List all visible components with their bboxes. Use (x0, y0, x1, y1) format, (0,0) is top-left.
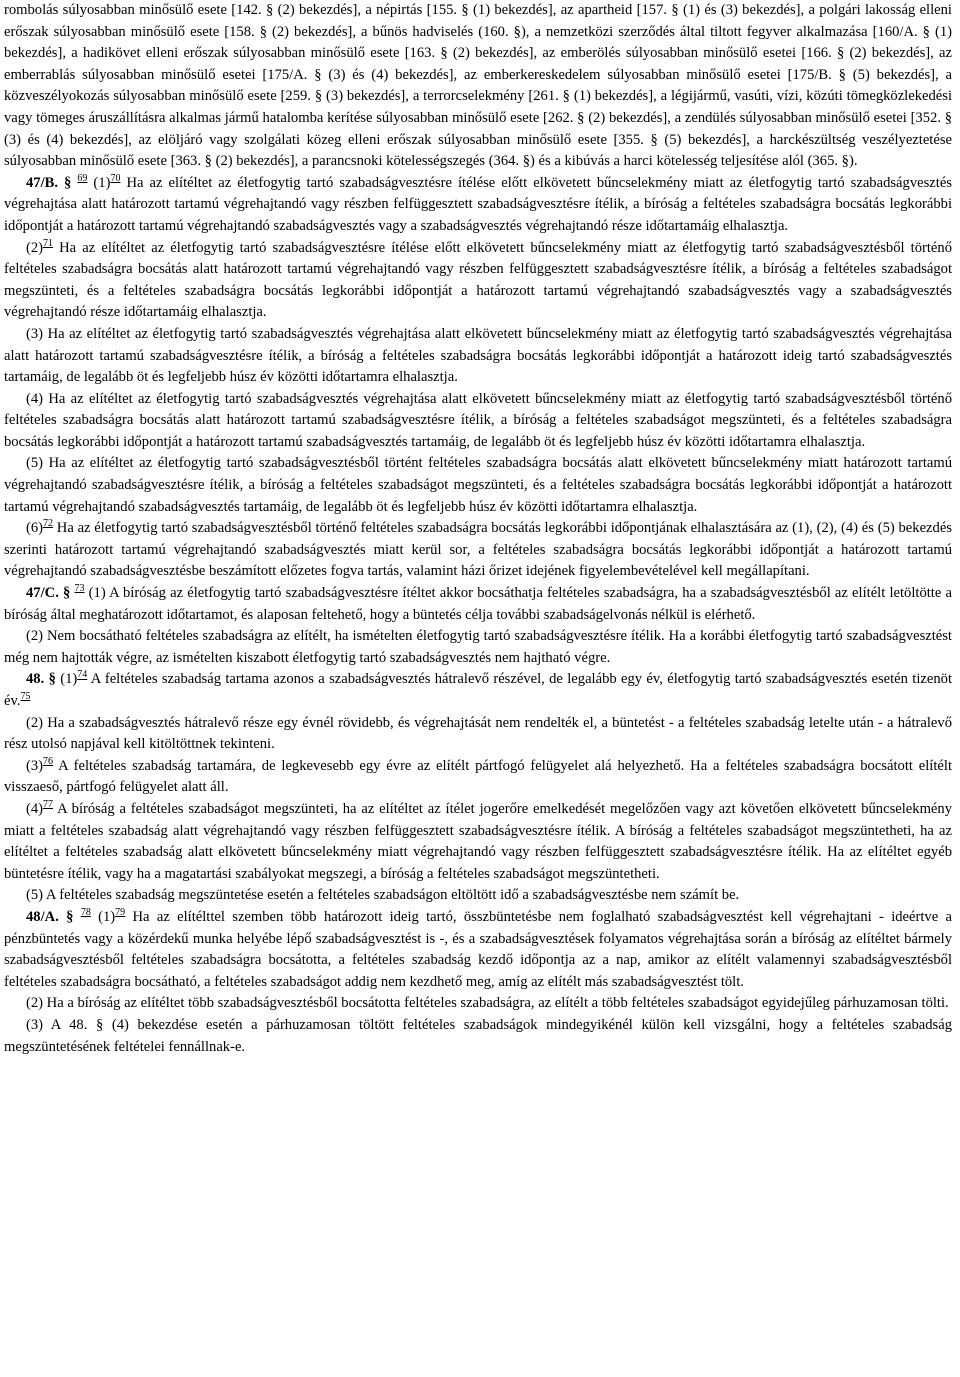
paragraph-text: Ha az elítéltet az életfogytig tartó szabadságvesztésre ítélése előtt elkövetett bűncselekmény miatt az életfogytig tartó szabadságvesztésből történő feltételes szabadságra bocsátás alatt határozott tartamú végrehajtandó vagy részben felfüggesztett szabadságvesztésre ítélik, a bíróság a feltételes szabadságot megszünteti, és a feltételes szabadságra bocsátás legkorábbi időpontját a határozott tartamú végrehajtandó szabadságvesztés vagy a szabadságvesztés végrehajtandó része időtartamáig elhalasztja. (4, 239, 952, 321)
footnote-ref[interactable]: 74 (77, 669, 88, 681)
paragraph-text: (3) A 48. § (4) bekezdése esetén a párhuzamosan töltött feltételes szabadságok mindegyikénél külön kell vizsgálni, hogy a feltételes szabadság megszüntetésének feltételei fennállnak-e. (4, 1016, 952, 1055)
footnote-ref[interactable]: 69 (77, 172, 88, 184)
section-47b-paragraph-2 (4, 238, 952, 324)
paragraph-text: (5) Ha az elítéltet az életfogytig tartó szabadságvesztésből történt feltételes szabadságra bocsátás alatt elkövetett bűncselekmény miatt határozott tartamú végrehajtandó szabadságvesztésre ítélik, a bíróság a feltételes szabadságot megszünteti, és a feltételes szabadságra bocsátás legkorábbi időpontját a határozott tartamú végrehajtandó szabadságvesztés tartamáig, de legalább öt és legfeljebb húsz év közötti időtartamra elhalasztja. (4, 455, 952, 515)
section-48a-paragraph-2 (4, 993, 952, 1015)
section-48-paragraph-2 (4, 713, 952, 756)
paragraph-text (73, 909, 80, 925)
footnote-ref[interactable]: 79 (115, 907, 126, 919)
footnote-ref[interactable]: 73 (74, 583, 85, 595)
paragraph-text: (6) (26, 520, 44, 537)
paragraph-0 (4, 0, 952, 173)
paragraph-text: (2) Ha a szabadságvesztés hátralevő része egy évnél rövidebb, és végrehajtását nem rendelték el, a büntetést - a feltételes szabadság letelte után - a hátralevő rész utolsó napjával kell kitöltöttnek tekinteni. (4, 714, 952, 753)
footnote-ref[interactable]: 78 (80, 907, 91, 919)
footnote-ref[interactable]: 72 (43, 518, 54, 530)
section-47b-paragraph-1 (4, 173, 952, 238)
section-number: 48/A. § (26, 908, 74, 925)
paragraph-text: Ha az életfogytig tartó szabadságvesztésből történő feltételes szabadságra bocsátás legkorábbi időpontjának elhalasztására az (1), (2), (4) és (5) bekezdés szerinti határozott tartamú végrehajtandó szabadságvesztés miatt kerül sor, a feltételes szabadságra bocsátás legkorábbi időpontját a határozott tartamú végrehajtandó szabadságvesztésbe beszámított előzetes fogva tartás, valamint házi őrizet idejének figyelembevételével kell megállapítani. (4, 520, 952, 580)
paragraph-text: A bíróság a feltételes szabadságot megszünteti, ha az elítéltet az ítélet jogerőre emelkedését megelőzően vagy azt követően elkövetett bűncselekmény miatt a feltételes szabadság alatt végrehajtandó vagy részben felfüggesztett szabadságvesztésre ítélik. A bíróság a feltételes szabadságot megszüntetheti, ha az elítéltet a feltételes szabadság alatt elkövetett bűncselekmény miatt végrehajtandó vagy részben felfüggesztett szabadságvesztésre ítélik. Ha az elítéltet egyéb büntetésre ítélik, vagy ha a magatartási szabályokat megszegi, a bíróság a feltételes szabadságot megszüntetheti. (4, 800, 952, 882)
paragraph-text: (1) A bíróság az életfogytig tartó szabadságvesztésre ítéltet akkor bocsáthatja feltételes szabadságra, ha a szabadságvesztésből az elítélt letöltötte a bíróság által meghatározott időtartamot, és alaposan feltehető, hogy a büntetés célja további szabadságelvonás nélkül is elérhető. (4, 585, 952, 623)
section-number: 47/C. § (26, 585, 71, 602)
footnote-ref[interactable]: 75 (20, 691, 31, 703)
footnote-ref[interactable]: 76 (43, 755, 54, 767)
section-number: 48. § (26, 671, 56, 688)
paragraph-text: (1) (87, 174, 111, 191)
paragraph-text: (3) Ha az elítéltet az életfogytig tartó szabadságvesztés végrehajtása alatt elkövetett bűncselekmény miatt az életfogytig tartó szabadságvesztés végrehajtása alatt határozott tartamú szabadságvesztésre ítélik, a bíróság a feltételes szabadságra bocsátás legkorábbi időpontját a határozott ideig tartó szabadságvesztés tartamáig, de legalább öt és legfeljebb húsz év közötti időtartamra elhalasztja. (4, 325, 952, 386)
footnote-ref[interactable]: 71 (43, 237, 54, 249)
footnote-ref[interactable]: 70 (110, 172, 121, 184)
paragraph-text: A feltételes szabadság tartama azonos a szabadságvesztés hátralevő részével, de legalább egy év, életfogytig tartó szabadságvesztés esetén tizenöt év. (4, 671, 952, 709)
paragraph-text: A feltételes szabadság tartamára, de legkevesebb egy évre az elítélt pártfogó felügyelet alá helyezhető. Ha a feltételes szabadságra bocsátott elítélt visszaeső, pártfogó felügyelet alatt áll. (4, 757, 952, 796)
paragraph-text: (2) Nem bocsátható feltételes szabadságra az elítélt, ha ismételten életfogytig tartó szabadságvesztésre ítélik. Ha a korábbi életfogytig tartó szabadságvesztést még nem hajtották végre, az ismételten kiszabott életfogytig tartó szabadságvesztés nem hajtható végre. (4, 628, 952, 666)
section-47b-paragraph-3 (4, 324, 952, 389)
paragraph-text: (2) (26, 239, 44, 256)
paragraph-text: (1) (55, 671, 78, 688)
section-47b-paragraph-5 (4, 453, 952, 518)
paragraph-text: (2) Ha a bíróság az elítéltet több szabadságvesztésből bocsátotta feltételes szabadságra, az elítélt a több feltételes szabadságot egyidejűleg párhuzamosan tölti. (26, 995, 949, 1012)
footnote-ref[interactable]: 77 (43, 799, 54, 811)
section-number: 47/B. § (26, 174, 72, 191)
paragraph-text: Ha az elítéltet az életfogytig tartó szabadságvesztésre ítélése előtt elkövetett bűncselekmény miatt az életfogytig tartó szabadságvesztés végrehajtása alatt határozott tartamú végrehajtandó vagy részben felfüggesztett szabadságvesztésre ítélik, a bíróság a feltételes szabadságra bocsátás legkorábbi időpontját a határozott tartamú végrehajtandó szabadságvesztés vagy a szabadságvesztés végrehajtandó része időtartamáig elhalasztja. (4, 174, 952, 234)
paragraph-text: (4) Ha az elítéltet az életfogytig tartó szabadságvesztés végrehajtása alatt elkövetett bűncselekmény miatt az életfogytig tartó szabadságvesztésből történő feltételes szabadságra bocsátás alatt határozott tartamú szabadságvesztésre ítélik, a bíróság a feltételes szabadságot megszünteti, és a feltételes szabadságra bocsátás legkorábbi időpontját a határozott tartamú szabadságvesztés tartamáig, de legalább öt és legfeljebb húsz év közötti időtartamra elhalasztja. (4, 390, 952, 450)
section-47b-paragraph-6 (4, 518, 952, 583)
paragraph-text: (3) (26, 757, 44, 774)
section-48-paragraph-1 (4, 669, 952, 712)
section-48a-paragraph-3 (4, 1015, 952, 1058)
paragraph-text: rombolás súlyosabban minősülő esete [142. § (2) bekezdés], a népirtás [155. § (1) bekezdés], az apartheid [157. § (1) és (3) bekezdés], a polgári lakosság elleni erőszak súlyosabban minősülő esete [158. § (2) bekezdés], a bűnös hadviselés (160. §), a nemzetközi szerződés által tiltott fegyver alkalmazása [160/A. § (1) bekezdés], a hadikövet elleni erőszak súlyosabban minősülő esete [163. § (2) bekezdés], az emberölés súlyosabban minősülő esetei [166. § (2) bekezdés], az emberrablás súlyosabban minősülő esetei [175/A. § (3) és (4) bekezdés], az emberkereskedelem súlyosabban minősülő esetei [175/B. § (5) bekezdés], a közveszélyokozás súlyosabban minősülő esete [259. § (3) bekezdés], a terrorcselekmény [261. § (1) bekezdés], a légijármű, vasúti, vízi, közúti tömegközlekedési vagy tömeges áruszállításra alkalmas jármű hatalomba kerítése súlyosabban minősülő esete [262. § (2) bekezdés], a zendülés súlyosabban minősülő esetei [352. § (3) és (4) bekezdés], az elöljáró vagy szolgálati közeg elleni erőszak súlyosabban minősülő esete [355. § (5) bekezdés], a harckészültség veszélyeztetése súlyosabban minősülő esete [363. § (2) bekezdés], a parancsnoki kötelességszegés (364. §) és a kibúvás a harci kötelesség teljesítése alól (365. §). (4, 2, 952, 170)
paragraph-text: (4) (26, 800, 44, 817)
paragraph-text: (1) (90, 908, 116, 925)
section-47b-paragraph-4 (4, 389, 952, 454)
section-48-paragraph-5 (4, 885, 952, 907)
section-48-paragraph-3 (4, 756, 952, 799)
paragraph-text: (5) A feltételes szabadság megszüntetése esetén a feltételes szabadságon eltöltött idő a szabadságvesztésbe nem számít be. (26, 887, 740, 904)
section-48-paragraph-4 (4, 799, 952, 885)
section-47c-paragraph-1 (4, 583, 952, 626)
section-48a-paragraph-1 (4, 907, 952, 993)
section-47c-paragraph-2 (4, 626, 952, 669)
paragraph-text: Ha az elítélttel szemben több határozott ideig tartó, összbüntetésbe nem foglalható szabadságvesztést kell végrehajtani - ideértve a pénzbüntetés vagy a közérdekű munka helyébe lépő szabadságvesztést is -, és a szabadságvesztések folyamatos végrehajtása során a bíróság az elítéltet bármely szabadságvesztésből feltételes szabadságra bocsátotta, a feltételes szabadság kezdő időpontja az a nap, amikor az elítélt valamennyi szabadságvesztésből feltételes szabadságra bocsátható, a feltételes szabadságot addig nem kezdhető meg, amíg az elítélt más szabadságvesztést tölt. (4, 908, 953, 990)
